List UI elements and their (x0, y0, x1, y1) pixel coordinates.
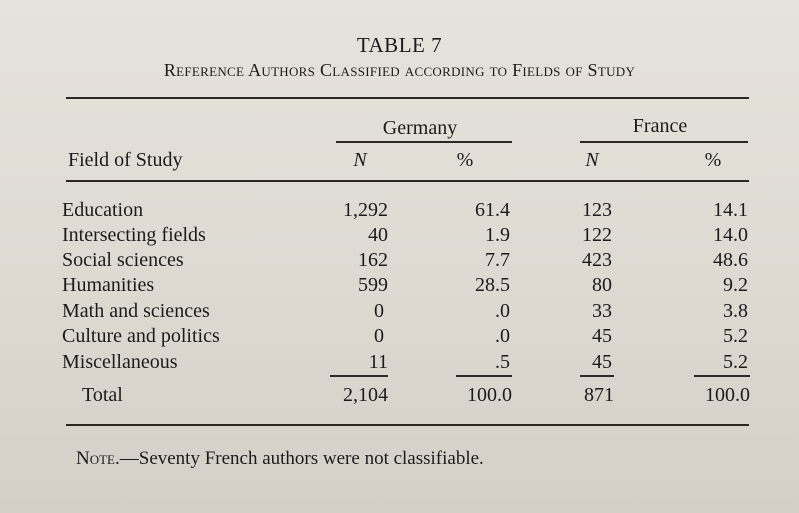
row-de-n: 1,292 (343, 199, 388, 221)
table-note (76, 448, 484, 470)
row-field: Math and sciences (62, 300, 210, 322)
sum-rule-fr-pct (694, 375, 750, 377)
row-de-pct: 61.4 (475, 199, 510, 221)
france-underline (580, 141, 748, 143)
row-field: Culture and politics (62, 325, 220, 347)
field-of-study-header: Field of Study (68, 149, 183, 171)
germany-underline (336, 141, 512, 143)
row-de-n: 0 (374, 325, 384, 347)
row-de-n: 162 (358, 249, 388, 271)
bottom-rule (66, 424, 749, 426)
group-header-france: France (632, 115, 688, 137)
row-fr-pct: 5.2 (723, 351, 748, 373)
total-fr-pct: 100.0 (705, 384, 750, 406)
row-de-pct: 1.9 (485, 224, 510, 246)
note-text: —Seventy French authors were not classifiable. (119, 448, 484, 469)
row-de-pct: 28.5 (475, 274, 510, 296)
row-field: Education (62, 199, 144, 221)
row-fr-pct: 14.0 (713, 224, 748, 246)
row-de-n: 0 (374, 300, 384, 322)
group-header-germany: Germany (382, 117, 458, 139)
row-fr-pct: 14.1 (713, 199, 748, 221)
row-de-pct: .5 (495, 351, 510, 373)
row-fr-pct: 9.2 (723, 274, 748, 296)
table-title: TABLE 7 (356, 33, 443, 57)
total-de-pct: 100.0 (467, 384, 512, 406)
sum-rule-fr-n (580, 375, 614, 377)
header-de-n: N (353, 149, 367, 171)
row-field: Social sciences (62, 249, 184, 271)
row-de-n: 599 (358, 274, 388, 296)
row-field: Miscellaneous (62, 351, 178, 373)
total-de-n: 2,104 (343, 384, 388, 406)
header-rule (66, 180, 749, 182)
row-fr-n: 45 (592, 351, 612, 373)
row-fr-n: 45 (592, 325, 612, 347)
row-fr-n: 80 (592, 274, 612, 296)
sum-rule-de-n (330, 375, 388, 377)
row-de-n: 11 (368, 351, 388, 373)
row-fr-n: 123 (582, 199, 612, 221)
row-fr-n: 423 (582, 249, 612, 271)
row-fr-pct: 5.2 (723, 325, 748, 347)
top-rule (66, 97, 749, 99)
total-fr-n: 871 (584, 384, 614, 406)
row-fr-n: 122 (582, 224, 612, 246)
total-label: Total (82, 384, 123, 406)
row-fr-pct: 3.8 (723, 300, 748, 322)
row-fr-pct: 48.6 (713, 249, 748, 271)
header-fr-n: N (585, 149, 599, 171)
row-de-pct: 7.7 (485, 249, 510, 271)
header-fr-pct: % (704, 149, 722, 171)
row-de-pct: .0 (495, 325, 510, 347)
row-fr-n: 33 (592, 300, 612, 322)
sum-rule-de-pct (456, 375, 512, 377)
note-label: Note. (76, 448, 120, 469)
row-field: Intersecting fields (62, 224, 206, 246)
row-de-n: 40 (368, 224, 388, 246)
header-de-pct: % (456, 149, 474, 171)
table-subtitle: Reference Authors Classified according to Fields of Study (163, 60, 636, 80)
row-de-pct: .0 (495, 300, 510, 322)
row-field: Humanities (62, 274, 155, 296)
